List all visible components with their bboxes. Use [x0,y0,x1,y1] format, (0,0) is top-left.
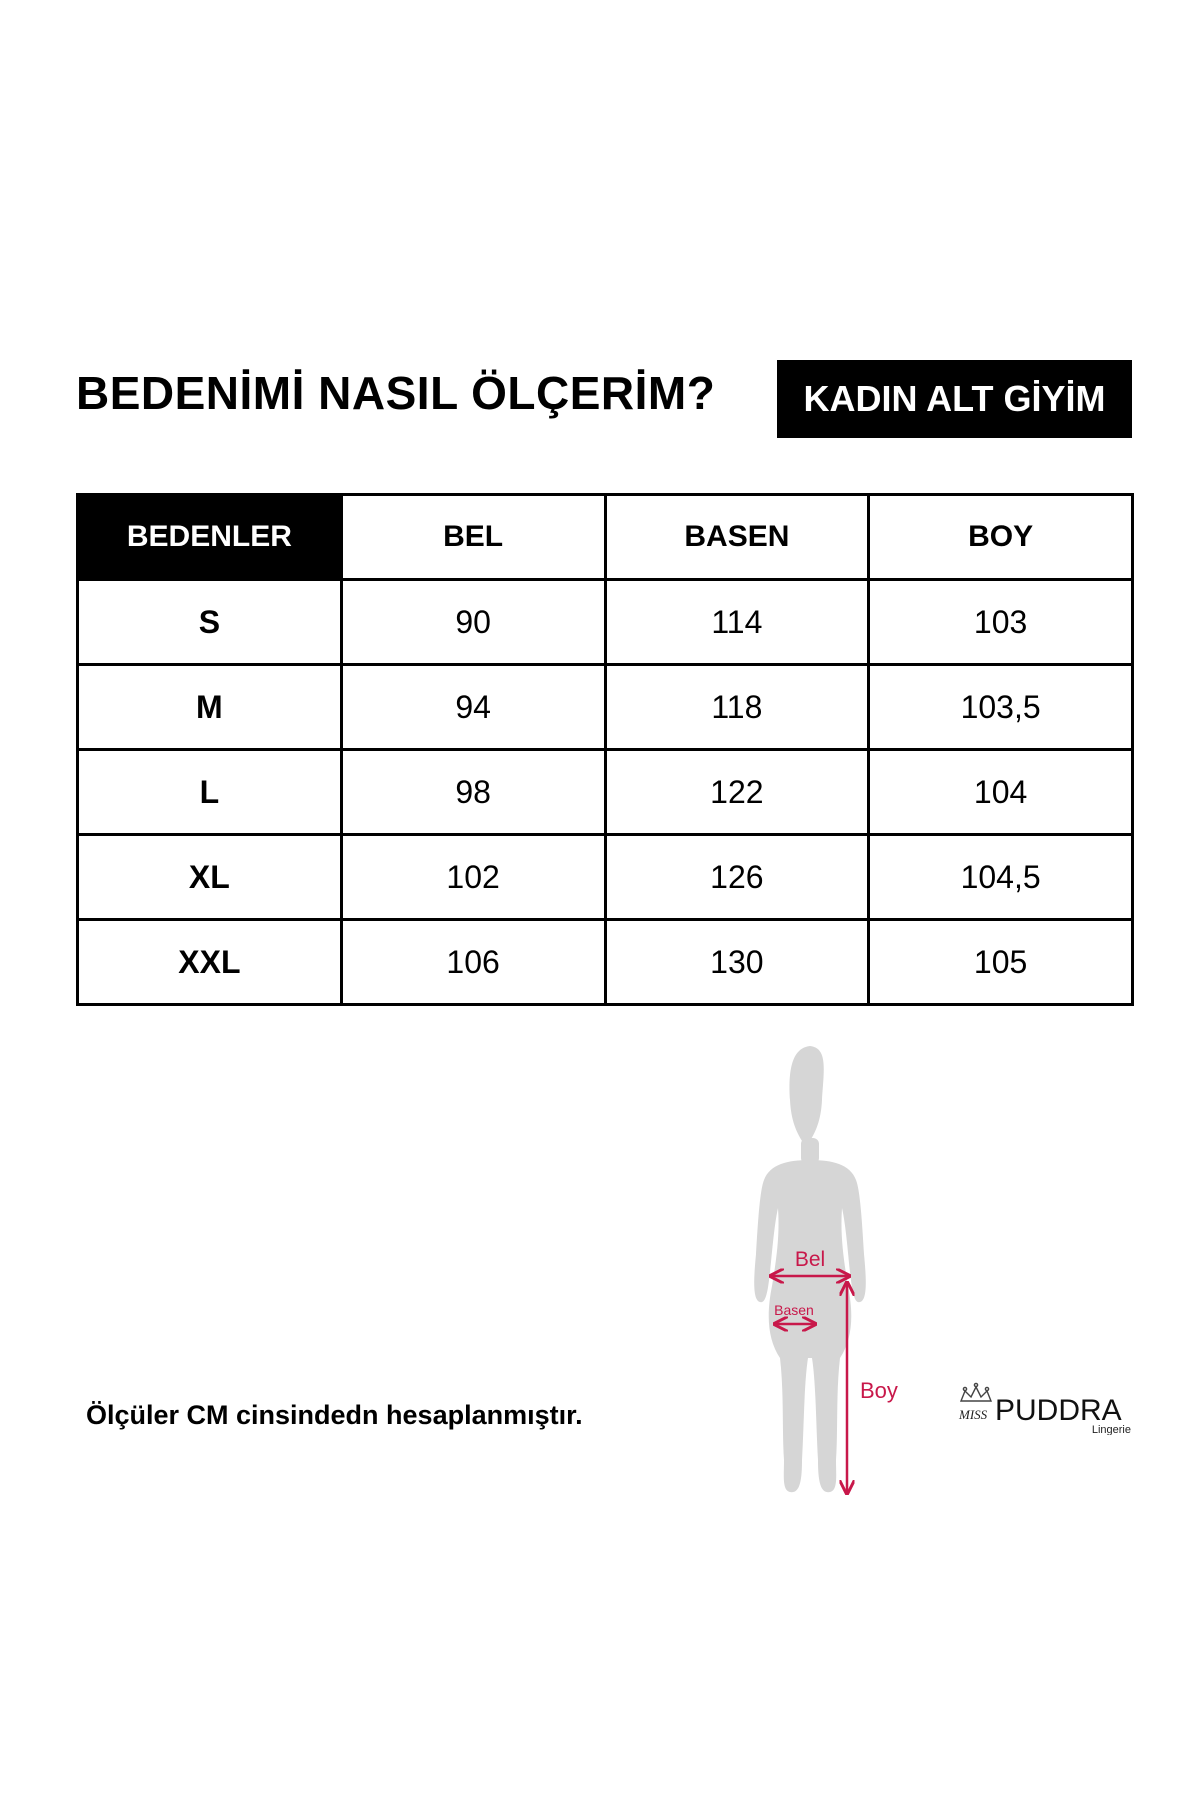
length-cell: 104 [869,750,1133,835]
hip-cell: 130 [605,920,869,1005]
length-measure [847,1284,898,1492]
brand-subtitle: Lingerie [1091,1424,1131,1435]
size-cell: XL [78,835,342,920]
table-row [78,835,1133,920]
brand-prefix: MISS [959,1407,988,1422]
size-table [76,493,1134,1006]
measurement-note: Ölçüler CM cinsindedn hesaplanmıştır. [86,1400,583,1430]
table-row [78,750,1133,835]
hip-cell: 126 [605,835,869,920]
hip-label: Basen [774,1302,814,1318]
waist-label: Bel [794,1248,826,1271]
length-cell: 103 [869,580,1133,665]
column-header-length: BOY [869,495,1133,580]
hip-cell: 114 [605,580,869,665]
table-row [78,665,1133,750]
table-row [78,580,1133,665]
size-cell: L [78,750,342,835]
table-header-row [78,495,1133,580]
length-cell: 105 [869,920,1133,1005]
waist-cell: 102 [341,835,605,920]
hip-cell: 122 [605,750,869,835]
waist-cell: 94 [341,665,605,750]
category-badge: KADIN ALT GİYİM [777,360,1132,438]
crown-icon [961,1383,991,1401]
table-row [78,920,1133,1005]
length-cell: 103,5 [869,665,1133,750]
page-title: BEDENİMİ NASIL ÖLÇERİM? [76,367,716,419]
brand-name: PUDDRA [995,1394,1122,1427]
length-cell: 104,5 [869,835,1133,920]
size-cell: XXL [78,920,342,1005]
waist-cell: 106 [341,920,605,1005]
length-label: Boy [860,1378,898,1403]
waist-cell: 98 [341,750,605,835]
brand-logo [955,1375,1135,1435]
column-header-hip: BASEN [605,495,869,580]
column-header-waist: BEL [341,495,605,580]
hip-cell: 118 [605,665,869,750]
waist-cell: 90 [341,580,605,665]
size-cell: S [78,580,342,665]
body-measurement-figure [730,1040,950,1500]
size-cell: M [78,665,342,750]
column-header-sizes: BEDENLER [78,495,342,580]
